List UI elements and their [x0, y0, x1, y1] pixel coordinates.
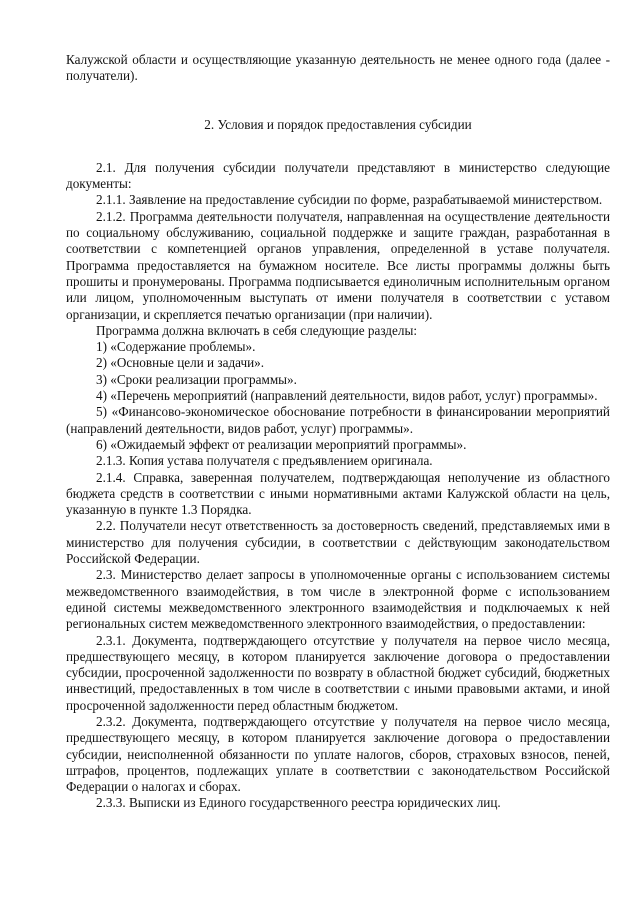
paragraph-2-2: 2.2. Получатели несут ответственность за достоверность сведений, представляемых ими в министерство для получения субсидии, в соответствии с действующим законодательством Российской Федерации.	[66, 518, 610, 567]
program-section-4: 4) «Перечень мероприятий (направлений деятельности, видов работ, услуг) программы».	[96, 388, 598, 404]
paragraph-2-1-4: 2.1.4. Справка, заверенная получателем, подтверждающая неполучение из областного бюджета средств в соответствии с иными нормативными актами Калужской области на цель, указанную в пункте 1.3 Порядка.	[66, 469, 610, 518]
program-section-3: 3) «Сроки реализации программы».	[96, 371, 297, 387]
paragraph-2-3: 2.3. Министерство делает запросы в уполномоченные органы с использованием системы межведомственного взаимодействия, в том числе в электронной форме с использованием единой системы межведомственного электронного взаимодействия и подключаемых к ней региональных систем межведомственного электронного взаимодействия, о предоставлении:	[66, 567, 610, 632]
document-page	[66, 52, 610, 812]
paragraph-2-1: 2.1. Для получения субсидии получатели представляют в министерство следующие документы:	[66, 159, 610, 192]
paragraph-2-1-3: 2.1.3. Копия устава получателя с предъявлением оригинала.	[96, 453, 433, 469]
paragraph-2-1-1: 2.1.1. Заявление на предоставление субсидии по форме, разрабатываемой министерством.	[96, 192, 603, 208]
paragraph-2-3-1: 2.3.1. Документа, подтверждающего отсутствие у получателя на первое число месяца, предшествующего месяцу, в котором планируется заключение договора о предоставлении субсидии, просроченной задолженности по возврату в областной бюджет субсидий, бюджетных инвестиций, предоставленных в том числе в соответствии с иными правовыми актами, и иной просроченной задолженности перед областным бюджетом.	[66, 632, 610, 713]
paragraph-2-3-3: 2.3.3. Выписки из Единого государственного реестра юридических лиц.	[96, 795, 501, 811]
program-sections-intro: Программа должна включать в себя следующие разделы:	[96, 322, 417, 338]
paragraph-2-3-2: 2.3.2. Документа, подтверждающего отсутствие у получателя на первое число месяца, предшествующего месяцу, в котором планируется заключение договора о предоставлении субсидии, неисполненной обязанности по уплате налогов, сборов, страховых взносов, пеней, штрафов, процентов, подлежащих уплате в соответствии с законодательством Российской Федерации о налогах и сборах.	[66, 713, 610, 795]
program-section-1: 1) «Содержание проблемы».	[96, 339, 256, 355]
intro-paragraph: Калужской области и осуществляющие указанную деятельность не менее одного года (далее - получатели).	[66, 52, 610, 84]
program-section-6: 6) «Ожидаемый эффект от реализации мероприятий программы».	[96, 436, 467, 452]
section-heading: 2. Условия и порядок предоставления субсидии	[204, 116, 472, 132]
paragraph-2-1-2: 2.1.2. Программа деятельности получателя, направленная на осуществление деятельности по социальному обслуживанию, социальной поддержке и защите граждан, разработанная в соответствии с компетенцией органов управления, определенной в уставе получателя. Программа предоставляется на бумажном носителе. Все листы программы должны быть прошиты и пронумерованы. Программа подписывается единоличным исполнительным органом или лицом, уполномоченным выступать от имени получателя в соответствии с уставом организации, и скрепляется печатью организации (при наличии).	[66, 208, 610, 322]
program-section-2: 2) «Основные цели и задачи».	[96, 355, 265, 371]
program-section-5: 5) «Финансово-экономическое обоснование потребности в финансировании мероприятий (направлений деятельности, видов работ, услуг) программы».	[66, 404, 610, 436]
